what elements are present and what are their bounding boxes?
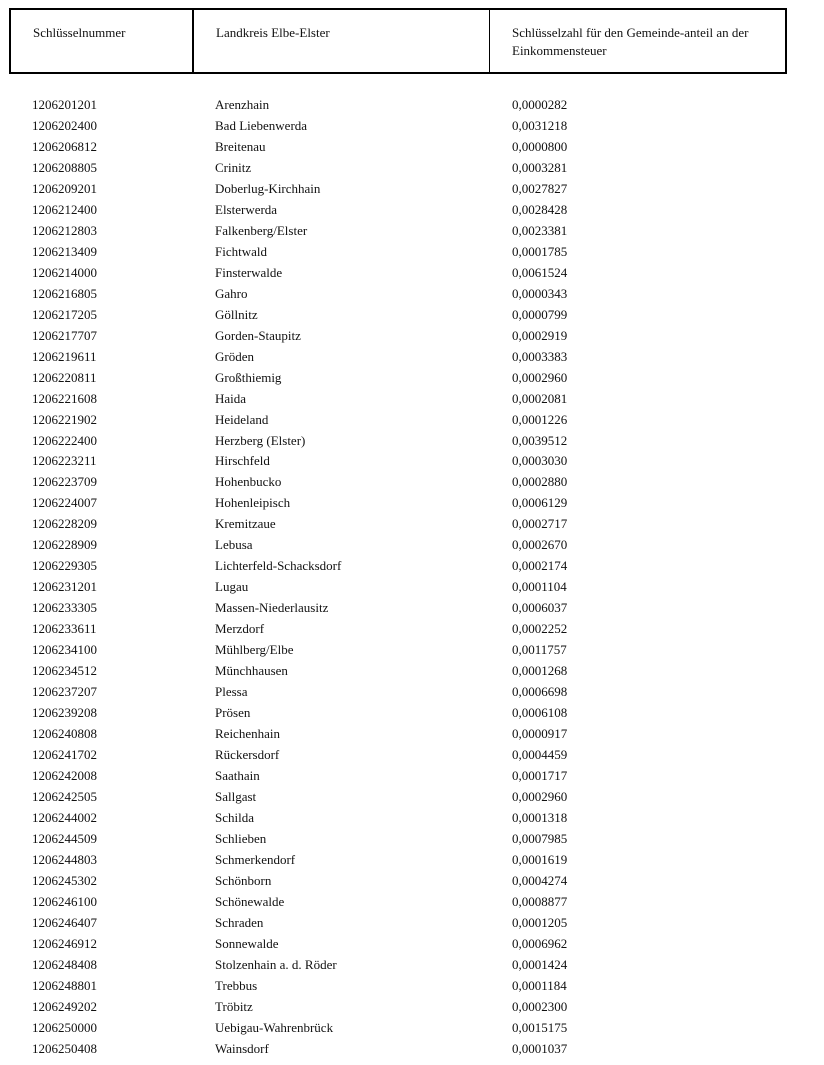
table-row	[0, 95, 824, 116]
row-name: Elsterwerda	[215, 201, 278, 217]
row-name: Gahro	[215, 285, 248, 301]
row-key: 1206242505	[32, 788, 97, 804]
row-key: 1206209201	[32, 180, 97, 196]
header-cell-name	[192, 10, 491, 72]
row-value: 0,0061524	[512, 264, 568, 280]
table-row	[0, 1039, 824, 1060]
header-cell-key	[11, 10, 192, 72]
row-value: 0,0002174	[512, 558, 568, 574]
row-key: 1206222400	[32, 432, 97, 448]
row-value: 0,0001619	[512, 851, 568, 867]
row-value: 0,0001205	[512, 914, 568, 930]
row-value: 0,0001318	[512, 809, 568, 825]
row-value: 0,0007985	[512, 830, 568, 846]
table-row	[0, 137, 824, 158]
row-key: 1206246912	[32, 935, 97, 951]
table-row	[0, 703, 824, 724]
row-key: 1206248408	[32, 956, 97, 972]
row-name: Lugau	[215, 579, 249, 595]
row-value: 0,0001037	[512, 1040, 568, 1056]
row-name: Lebusa	[215, 537, 253, 553]
row-key: 1206220811	[32, 369, 97, 385]
row-value: 0,0002081	[512, 390, 568, 406]
row-key: 1206217707	[32, 327, 97, 343]
row-key: 1206212803	[32, 222, 97, 238]
row-value: 0,0003383	[512, 348, 568, 364]
row-name: Arenzhain	[215, 97, 270, 112]
row-value: 0,0001184	[512, 977, 567, 993]
row-value: 0,0000799	[512, 306, 568, 322]
table-row	[0, 934, 824, 955]
row-key: 1206228209	[32, 516, 97, 532]
row-name: Crinitz	[215, 159, 252, 175]
row-key: 1206214000	[32, 264, 97, 280]
header-cell-value	[489, 10, 786, 72]
row-value: 0,0002717	[512, 516, 568, 532]
table-row	[0, 1018, 824, 1039]
row-name: Mühlberg/Elbe	[215, 642, 294, 658]
table-row	[0, 661, 824, 682]
row-value: 0,0001268	[512, 663, 568, 679]
row-name: Tröbitz	[215, 998, 253, 1014]
row-name: Schönborn	[215, 872, 272, 888]
row-name: Stolzenhain a. d. Röder	[215, 956, 337, 972]
row-name: Schlieben	[215, 830, 267, 846]
table-row	[0, 347, 824, 368]
row-key: 1206249202	[32, 998, 97, 1014]
table-row	[0, 451, 824, 472]
row-key: 1206231201	[32, 579, 97, 595]
table-row	[0, 976, 824, 997]
row-name: Uebigau-Wahrenbrück	[215, 1019, 334, 1035]
row-value: 0,0000800	[512, 138, 568, 154]
row-name: Saathain	[215, 768, 260, 783]
table-header	[9, 8, 787, 74]
row-name: Massen-Niederlausitz	[215, 600, 329, 616]
row-key: 1206228909	[32, 537, 97, 553]
row-name: Haida	[215, 390, 247, 406]
table-row	[0, 431, 824, 452]
table-row	[0, 892, 824, 913]
row-value: 0,0027827	[512, 180, 568, 196]
table-row	[0, 829, 824, 850]
row-key: 1206244803	[32, 851, 97, 867]
row-key: 1206212400	[32, 201, 97, 217]
table-row	[0, 368, 824, 389]
row-value: 0,0006129	[512, 495, 568, 511]
row-name: Bad Liebenwerda	[215, 117, 308, 133]
row-value: 0,0002960	[512, 788, 568, 804]
row-key: 1206219611	[32, 348, 97, 364]
row-key: 1206239208	[32, 705, 97, 721]
header-key-label: Schlüsselnummer	[33, 25, 126, 40]
table-row	[0, 808, 824, 829]
table-row	[0, 200, 824, 221]
row-name: Großthiemig	[215, 369, 282, 385]
row-name: Heideland	[215, 411, 269, 427]
row-value: 0,0000282	[512, 97, 568, 112]
table-row	[0, 913, 824, 934]
row-name: Hohenleipisch	[215, 495, 291, 511]
table-row	[0, 158, 824, 179]
row-key: 1206216805	[32, 285, 97, 301]
table-row	[0, 577, 824, 598]
table-row	[0, 514, 824, 535]
row-value: 0,0001226	[512, 411, 568, 427]
row-key: 1206229305	[32, 558, 97, 574]
row-key: 1206234100	[32, 642, 97, 658]
row-name: Schraden	[215, 914, 264, 930]
row-value: 0,0039512	[512, 432, 568, 448]
row-name: Gorden-Staupitz	[215, 327, 301, 343]
row-key: 1206244509	[32, 830, 97, 846]
row-value: 0,0031218	[512, 117, 568, 133]
row-value: 0,0002960	[512, 369, 568, 385]
row-key: 1206221608	[32, 390, 97, 406]
table-row	[0, 682, 824, 703]
row-value: 0,0006108	[512, 705, 568, 721]
row-key: 1206242008	[32, 768, 97, 783]
row-name: Hohenbucko	[215, 474, 282, 490]
row-value: 0,0004274	[512, 872, 568, 888]
table-row	[0, 745, 824, 766]
row-key: 1206213409	[32, 243, 97, 259]
table-row	[0, 326, 824, 347]
row-name: Fichtwald	[215, 243, 267, 259]
table-row	[0, 955, 824, 976]
row-key: 1206208805	[32, 159, 97, 175]
table-row	[0, 116, 824, 137]
row-value: 0,0001717	[512, 768, 568, 783]
table-row	[0, 263, 824, 284]
row-value: 0,0008877	[512, 893, 568, 909]
row-key: 1206250000	[32, 1019, 97, 1035]
row-name: Sallgast	[215, 788, 257, 804]
row-value: 0,0011757	[512, 642, 567, 658]
row-key: 1206223211	[32, 453, 97, 469]
row-name: Gröden	[215, 348, 254, 364]
row-name: Falkenberg/Elster	[215, 222, 308, 238]
row-key: 1206244002	[32, 809, 97, 825]
row-value: 0,0002919	[512, 327, 568, 343]
row-value: 0,0001104	[512, 579, 567, 595]
row-name: Sonnewalde	[215, 935, 279, 951]
row-key: 1206237207	[32, 684, 97, 700]
row-key: 1206245302	[32, 872, 97, 888]
row-name: Wainsdorf	[215, 1040, 269, 1056]
row-value: 0,0002252	[512, 621, 568, 637]
row-value: 0,0002670	[512, 537, 568, 553]
row-key: 1206201201	[32, 97, 97, 112]
row-key: 1206234512	[32, 663, 97, 679]
row-value: 0,0001785	[512, 243, 568, 259]
row-name: Finsterwalde	[215, 264, 283, 280]
table-row	[0, 179, 824, 200]
row-name: Reichenhain	[215, 726, 280, 742]
table-row	[0, 284, 824, 305]
row-value: 0,0001424	[512, 956, 568, 972]
table-row	[0, 724, 824, 745]
row-value: 0,0004459	[512, 747, 568, 763]
row-name: Plessa	[215, 684, 248, 700]
table-body	[0, 95, 824, 1060]
row-key: 1206240808	[32, 726, 97, 742]
row-name: Hirschfeld	[215, 453, 270, 469]
row-value: 0,0003030	[512, 453, 568, 469]
table-row	[0, 598, 824, 619]
row-key: 1206221902	[32, 411, 97, 427]
table-row	[0, 556, 824, 577]
row-name: Doberlug-Kirchhain	[215, 180, 321, 196]
row-name: Göllnitz	[215, 306, 258, 322]
row-key: 1206217205	[32, 306, 97, 322]
row-key: 1206206812	[32, 138, 97, 154]
row-value: 0,0002880	[512, 474, 568, 490]
row-value: 0,0006962	[512, 935, 568, 951]
table-row	[0, 787, 824, 808]
row-name: Trebbus	[215, 977, 258, 993]
row-key: 1206246100	[32, 893, 97, 909]
row-key: 1206233305	[32, 600, 97, 616]
row-value: 0,0000917	[512, 726, 568, 742]
row-key: 1206248801	[32, 977, 97, 993]
row-key: 1206241702	[32, 747, 97, 763]
row-value: 0,0000343	[512, 285, 568, 301]
row-name: Schilda	[215, 809, 254, 825]
row-name: Kremitzaue	[215, 516, 276, 532]
row-name: Merzdorf	[215, 621, 265, 637]
table-row	[0, 472, 824, 493]
header-name-label: Landkreis Elbe-Elster	[216, 25, 330, 40]
table-row	[0, 389, 824, 410]
row-key: 1206202400	[32, 117, 97, 133]
row-name: Prösen	[215, 705, 251, 721]
row-name: Herzberg (Elster)	[215, 432, 306, 448]
row-name: Münchhausen	[215, 663, 288, 679]
row-name: Schmerkendorf	[215, 851, 296, 867]
table-row	[0, 640, 824, 661]
row-key: 1206233611	[32, 621, 97, 637]
table-row	[0, 850, 824, 871]
table-row	[0, 221, 824, 242]
table-row	[0, 305, 824, 326]
row-value: 0,0015175	[512, 1019, 568, 1035]
row-key: 1206224007	[32, 495, 97, 511]
row-name: Lichterfeld-Schacksdorf	[215, 558, 342, 574]
table-row	[0, 997, 824, 1018]
row-key: 1206250408	[32, 1040, 97, 1056]
table-row	[0, 619, 824, 640]
row-key: 1206246407	[32, 914, 97, 930]
row-value: 0,0028428	[512, 201, 568, 217]
row-key: 1206223709	[32, 474, 97, 490]
row-value: 0,0023381	[512, 222, 568, 238]
row-name: Rückersdorf	[215, 747, 280, 763]
header-value-label: Schlüsselzahl für den Gemeinde-anteil an der Einkommensteuer	[512, 25, 749, 58]
row-value: 0,0002300	[512, 998, 568, 1014]
row-value: 0,0006698	[512, 684, 568, 700]
row-value: 0,0003281	[512, 159, 568, 175]
table-row	[0, 410, 824, 431]
row-name: Schönewalde	[215, 893, 285, 909]
table-row	[0, 871, 824, 892]
table-row	[0, 535, 824, 556]
table-row	[0, 242, 824, 263]
table-row	[0, 766, 824, 787]
table-row	[0, 493, 824, 514]
row-value: 0,0006037	[512, 600, 568, 616]
row-name: Breitenau	[215, 138, 266, 154]
